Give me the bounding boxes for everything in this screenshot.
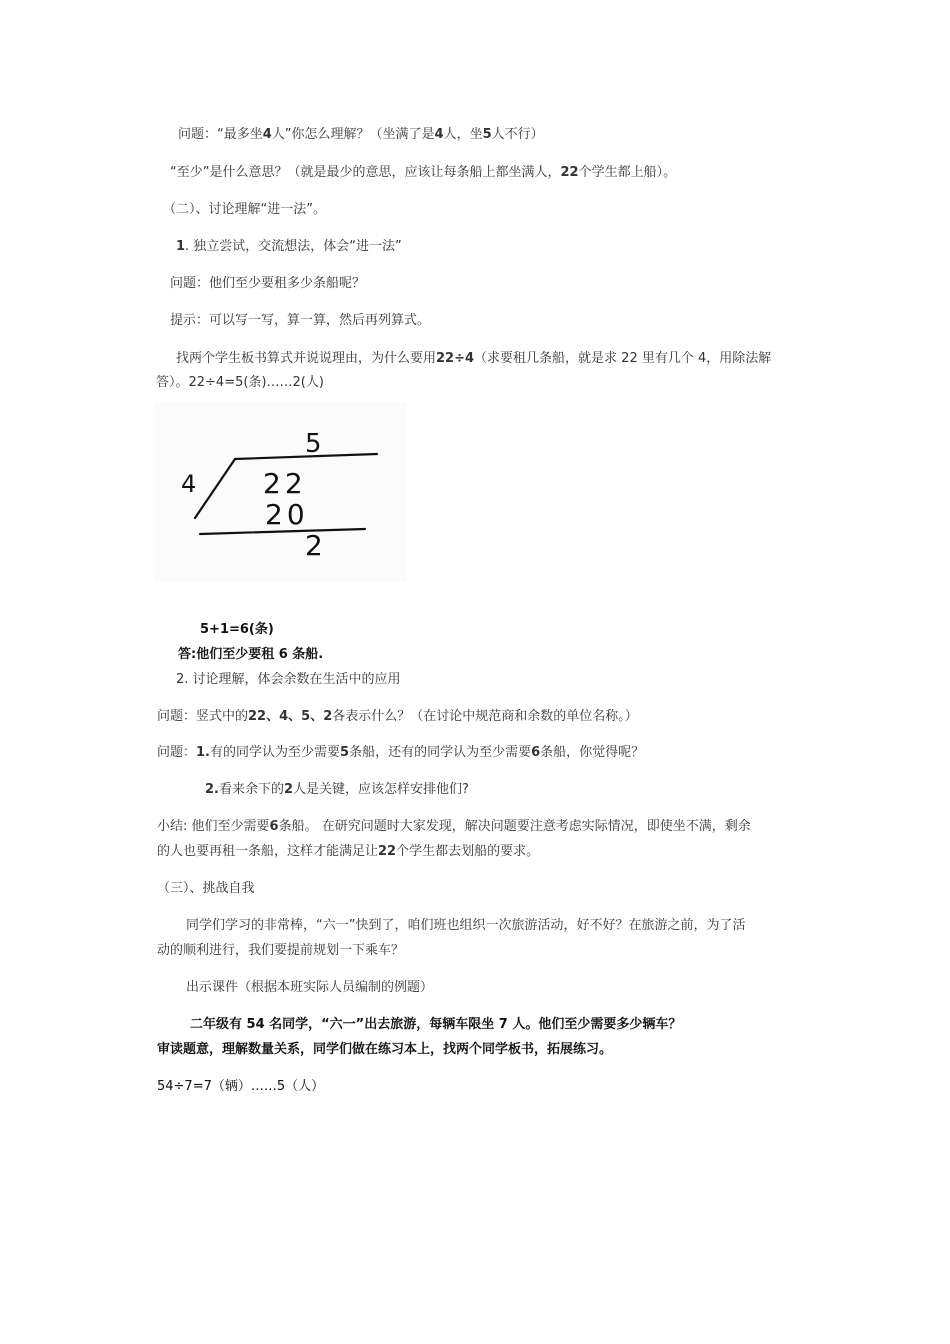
- answer-line: 答:他们至少要租 6 条船.: [178, 647, 324, 662]
- question-vertical: 问题：竖式中的22、4、5、2各表示什么？（在讨论中规范商和余数的单位名称。）: [157, 709, 638, 724]
- dividend: 22: [263, 467, 307, 500]
- step-two: 2. 讨论理解，体会余数在生活中的应用: [176, 672, 401, 687]
- hint-text: 提示：可以写一写，算一算，然后再列算式。: [170, 313, 431, 328]
- trip-line-1: 同学们学习的非常棒，“六一”快到了，咱们班也组织一次旅游活动，好不好？在旅游之前，为了活: [186, 918, 746, 933]
- question-boats: 问题：他们至少要租多少条船呢？: [170, 276, 366, 291]
- show-courseware: 出示课件（根据本班实际人员编制的例题）: [186, 980, 434, 995]
- remainder: 2: [305, 529, 323, 562]
- product: 20: [265, 498, 309, 531]
- division-svg: [155, 402, 407, 582]
- question-most-four: 问题：“最多坐4人”你怎么理解？（坐满了是4人，坐5人不行）: [178, 127, 544, 142]
- problem-text: 二年级有 54 名同学，“六一”出去旅游，每辆车限坐 7 人。他们至少需要多少辆车？: [190, 1017, 682, 1032]
- section-two-heading: （二）、讨论理解“进一法”。: [163, 202, 326, 217]
- section-three-heading: （三）、挑战自我: [157, 881, 255, 896]
- summary-line-1: 小结: 他们至少需要6条船。 在研究问题时大家发现，解决问题要注意考虑实际情况，即使坐不满，剩余: [157, 819, 751, 834]
- question-at-least: “至少”是什么意思？（就是最少的意思，应该让每条船上都坐满人，22个学生都上船）。: [170, 165, 677, 180]
- trip-line-2: 动的顺利进行，我们要提前规划一下乘车？: [157, 943, 405, 958]
- board-line-1: 找两个学生板书算式并说说理由，为什么要用22÷4（求要租几条船，就是求 22 里有几个 4，用除法解: [176, 351, 772, 366]
- final-equation: 54÷7=7（辆）……5（人）: [157, 1079, 325, 1094]
- question-opinion: 问题：1.有的同学认为至少需要5条船，还有的同学认为至少需要6条船，你觉得呢？: [157, 745, 645, 760]
- board-line-2: 答）。22÷4=5(条)……2(人): [156, 375, 324, 390]
- summary-line-2: 的人也要再租一条船，这样才能满足让22个学生都去划船的要求。: [157, 844, 540, 859]
- quotient: 5: [305, 429, 322, 459]
- divisor: 4: [181, 470, 197, 498]
- step-one: 1. 独立尝试，交流想法，体会“进一法”: [176, 239, 402, 254]
- calc-line: 5+1=6(条): [200, 622, 274, 637]
- review-text: 审读题意，理解数量关系，同学们做在练习本上，找两个同学板书，拓展练习。: [157, 1042, 613, 1057]
- division-bracket: [195, 459, 235, 518]
- handwritten-division-figure: [155, 402, 407, 582]
- question-remainder: 2.看来余下的2人是关键，应该怎样安排他们?: [205, 782, 469, 797]
